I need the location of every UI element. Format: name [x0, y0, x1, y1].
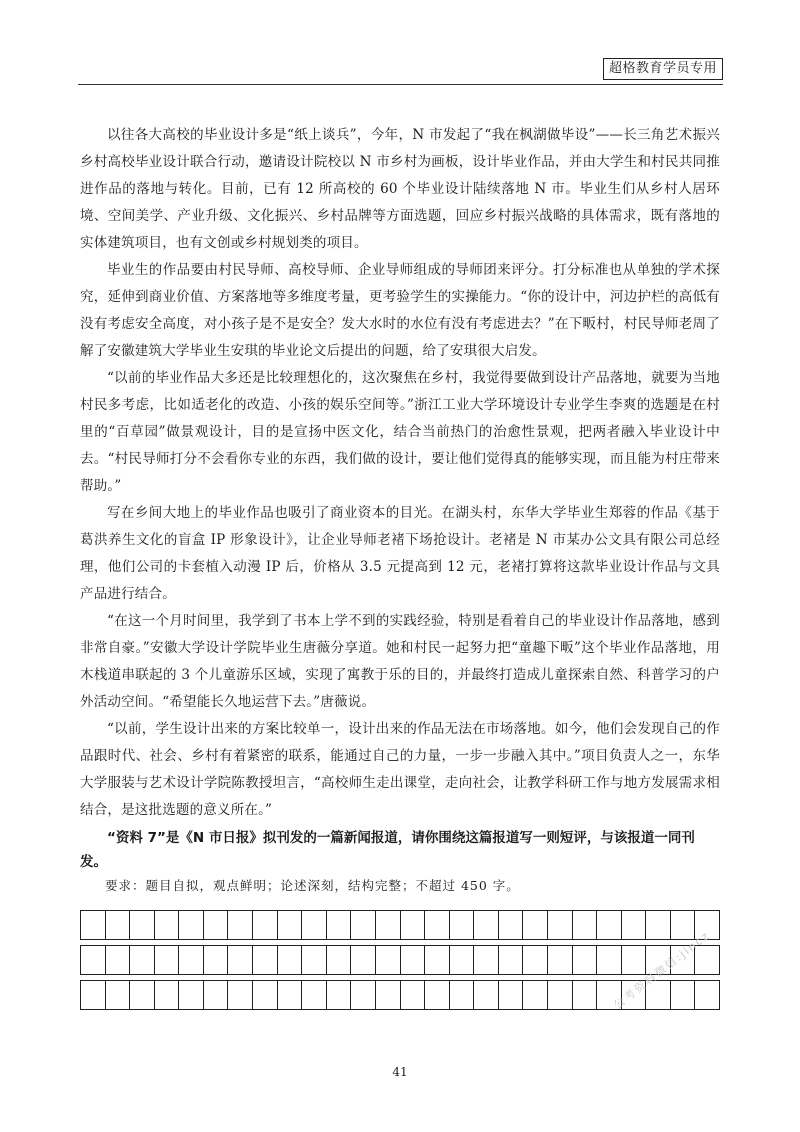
answer-cell[interactable]: [130, 981, 155, 1009]
answer-cell[interactable]: [622, 911, 647, 939]
answer-cell[interactable]: [81, 981, 106, 1009]
answer-cell[interactable]: [155, 911, 180, 939]
answer-cell[interactable]: [130, 911, 155, 939]
answer-cell[interactable]: [327, 911, 352, 939]
answer-cell[interactable]: [573, 911, 598, 939]
answer-cell[interactable]: [622, 946, 647, 974]
header-rule: [78, 84, 723, 85]
answer-cell[interactable]: [228, 946, 253, 974]
answer-cell[interactable]: [425, 911, 450, 939]
answer-cell[interactable]: [302, 911, 327, 939]
answer-cell[interactable]: [253, 911, 278, 939]
answer-cell[interactable]: [425, 981, 450, 1009]
answer-cell[interactable]: [228, 981, 253, 1009]
answer-cell[interactable]: [351, 911, 376, 939]
answer-cell[interactable]: [474, 981, 499, 1009]
answer-cell[interactable]: [450, 911, 475, 939]
answer-cell[interactable]: [401, 911, 426, 939]
answer-cell[interactable]: [548, 981, 573, 1009]
answer-cell[interactable]: [597, 911, 622, 939]
answer-cell[interactable]: [376, 981, 401, 1009]
answer-cell[interactable]: [278, 981, 303, 1009]
paragraph-5: “在这一个月时间里，我学到了书本上学不到的实践经验，特别是看着自己的毕业设计作品落地，感到非常自豪。”安徽大学设计学院毕业生唐薇分享道。她和村民一起努力把“童趣下畈”这个毕业作品落地，用木栈道串联起的 3 个儿童游乐区域，实现了寓教于乐的目的，并最终打造成儿童探索自然、科普学习的户外活动空间。“希望能长久地运营下去。”唐薇说。: [80, 613, 720, 710]
answer-cell[interactable]: [278, 911, 303, 939]
answer-cell[interactable]: [499, 911, 524, 939]
answer-grid-row: [80, 945, 720, 975]
answer-cell[interactable]: [376, 911, 401, 939]
answer-cell[interactable]: [425, 946, 450, 974]
answer-cell[interactable]: [401, 981, 426, 1009]
article-body: [80, 122, 720, 898]
header-badge: 超格教育学员专用: [603, 58, 723, 80]
paragraph-1: 以往各大高校的毕业设计多是“纸上谈兵”，今年，N 市发起了“我在枫湖做毕设”——长三角艺术振兴乡村高校毕业设计联合行动，邀请设计院校以 N 市乡村为画板，设计毕业作品，并由大学生和村民共同推进作品的落地与转化。目前，已有 12 所高校的 60 个毕业设计陆续落地 N 市。毕业生们从乡村人居环境、空间美学、产业升级、文化振兴、乡村品牌等方面选题，回应乡村振兴战略的具体需求，既有落地的实体建筑项目，也有文创或乡村规划类的项目。: [80, 127, 720, 251]
answer-cell[interactable]: [548, 911, 573, 939]
answer-cell[interactable]: [401, 946, 426, 974]
answer-cell[interactable]: [450, 981, 475, 1009]
answer-cell[interactable]: [499, 981, 524, 1009]
answer-cell[interactable]: [376, 946, 401, 974]
answer-cell[interactable]: [327, 981, 352, 1009]
answer-cell[interactable]: [523, 911, 548, 939]
answer-cell[interactable]: [81, 946, 106, 974]
answer-cell[interactable]: [179, 911, 204, 939]
answer-cell[interactable]: [106, 946, 131, 974]
answer-cell[interactable]: [228, 911, 253, 939]
answer-cell[interactable]: [155, 981, 180, 1009]
answer-cell[interactable]: [351, 946, 376, 974]
answer-cell[interactable]: [671, 981, 696, 1009]
answer-cell[interactable]: [155, 946, 180, 974]
answer-cell[interactable]: [523, 946, 548, 974]
page-number: 41: [392, 1065, 408, 1079]
paragraph-3: “以前的毕业作品大多还是比较理想化的，这次聚焦在乡村，我觉得要做到设计产品落地，就要为当地村民多考虑，比如适老化的改造、小孩的娱乐空间等。”浙江工业大学环境设计专业学生李爽的选题是在村里的“百草园”做景观设计，目的是宣扬中医文化，结合当前热门的治愈性景观，把两者融入毕业设计中去。“村民导师打分不会看你专业的东西，我们做的设计，要让他们觉得真的能够实现，而且能为村庄带来帮助。”: [80, 370, 720, 494]
paragraph-6: “以前，学生设计出来的方案比较单一，设计出来的作品无法在市场落地。如今，他们会发现自己的作品跟时代、社会、乡村有着紧密的联系，能通过自己的力量，一步一步融入其中。”项目负责人之一，东华大学服装与艺术设计学院陈教授坦言，“高校师生走出课堂，走向社会，让教学科研工作与地方发展需求相结合，是这批选题的意义所在。”: [80, 721, 720, 818]
answer-cell[interactable]: [450, 946, 475, 974]
watermark: 公考资料微信:jincz: [611, 928, 713, 1012]
answer-cell[interactable]: [499, 946, 524, 974]
answer-cell[interactable]: [695, 981, 720, 1009]
answer-cell[interactable]: [474, 911, 499, 939]
answer-cell[interactable]: [597, 946, 622, 974]
answer-cell[interactable]: [646, 911, 671, 939]
paragraph-2: 毕业生的作品要由村民导师、高校导师、企业导师组成的导师团来评分。打分标准也从单独的学术探究，延伸到商业价值、方案落地等多维度考量，更考验学生的实操能力。“你的设计中，河边护栏的高低有没有考虑安全高度，对小孩子是不是安全？发大水时的水位有没有考虑进去？”在下畈村，村民导师老周了解了安徽建筑大学毕业生安琪的毕业论文后提出的问题，给了安琪很大启发。: [80, 262, 720, 359]
paragraph-4: 写在乡间大地上的毕业作品也吸引了商业资本的目光。在湖头村，东华大学毕业生郑蓉的作品《基于葛洪养生文化的盲盒 IP 形象设计》，让企业导师老褚下场抢设计。老褚是 N 市某办公文具有限公司总经理，他们公司的卡套植入动漫 IP 后，价格从 3.5 元提高到 12 元，老褚打算将这款毕业设计作品与文具产品进行结合。: [80, 505, 720, 602]
task-prompt: “资料 7”是《N 市日报》拟刊发的一篇新闻报道，请你围绕这篇报道写一则短评，与该报道一同刊发。: [80, 830, 695, 870]
answer-cell[interactable]: [204, 981, 229, 1009]
answer-cell[interactable]: [179, 981, 204, 1009]
answer-cell[interactable]: [278, 946, 303, 974]
answer-cell[interactable]: [130, 946, 155, 974]
answer-cell[interactable]: [106, 981, 131, 1009]
answer-cell[interactable]: [204, 946, 229, 974]
answer-cell[interactable]: [179, 946, 204, 974]
task-requirements: 要求：题目自拟，观点鲜明；论述深刻，结构完整；不超过 450 字。: [105, 878, 520, 893]
answer-cell[interactable]: [81, 911, 106, 939]
answer-grid-row: [80, 910, 720, 940]
answer-cell[interactable]: [302, 946, 327, 974]
answer-cell[interactable]: [573, 946, 598, 974]
answer-cell[interactable]: [351, 981, 376, 1009]
answer-cell[interactable]: [523, 981, 548, 1009]
answer-cell[interactable]: [548, 946, 573, 974]
answer-cell[interactable]: [302, 981, 327, 1009]
answer-cell[interactable]: [573, 981, 598, 1009]
answer-cell[interactable]: [474, 946, 499, 974]
answer-cell[interactable]: [106, 911, 131, 939]
answer-cell[interactable]: [327, 946, 352, 974]
answer-cell[interactable]: [204, 911, 229, 939]
answer-cell[interactable]: [253, 946, 278, 974]
answer-cell[interactable]: [253, 981, 278, 1009]
